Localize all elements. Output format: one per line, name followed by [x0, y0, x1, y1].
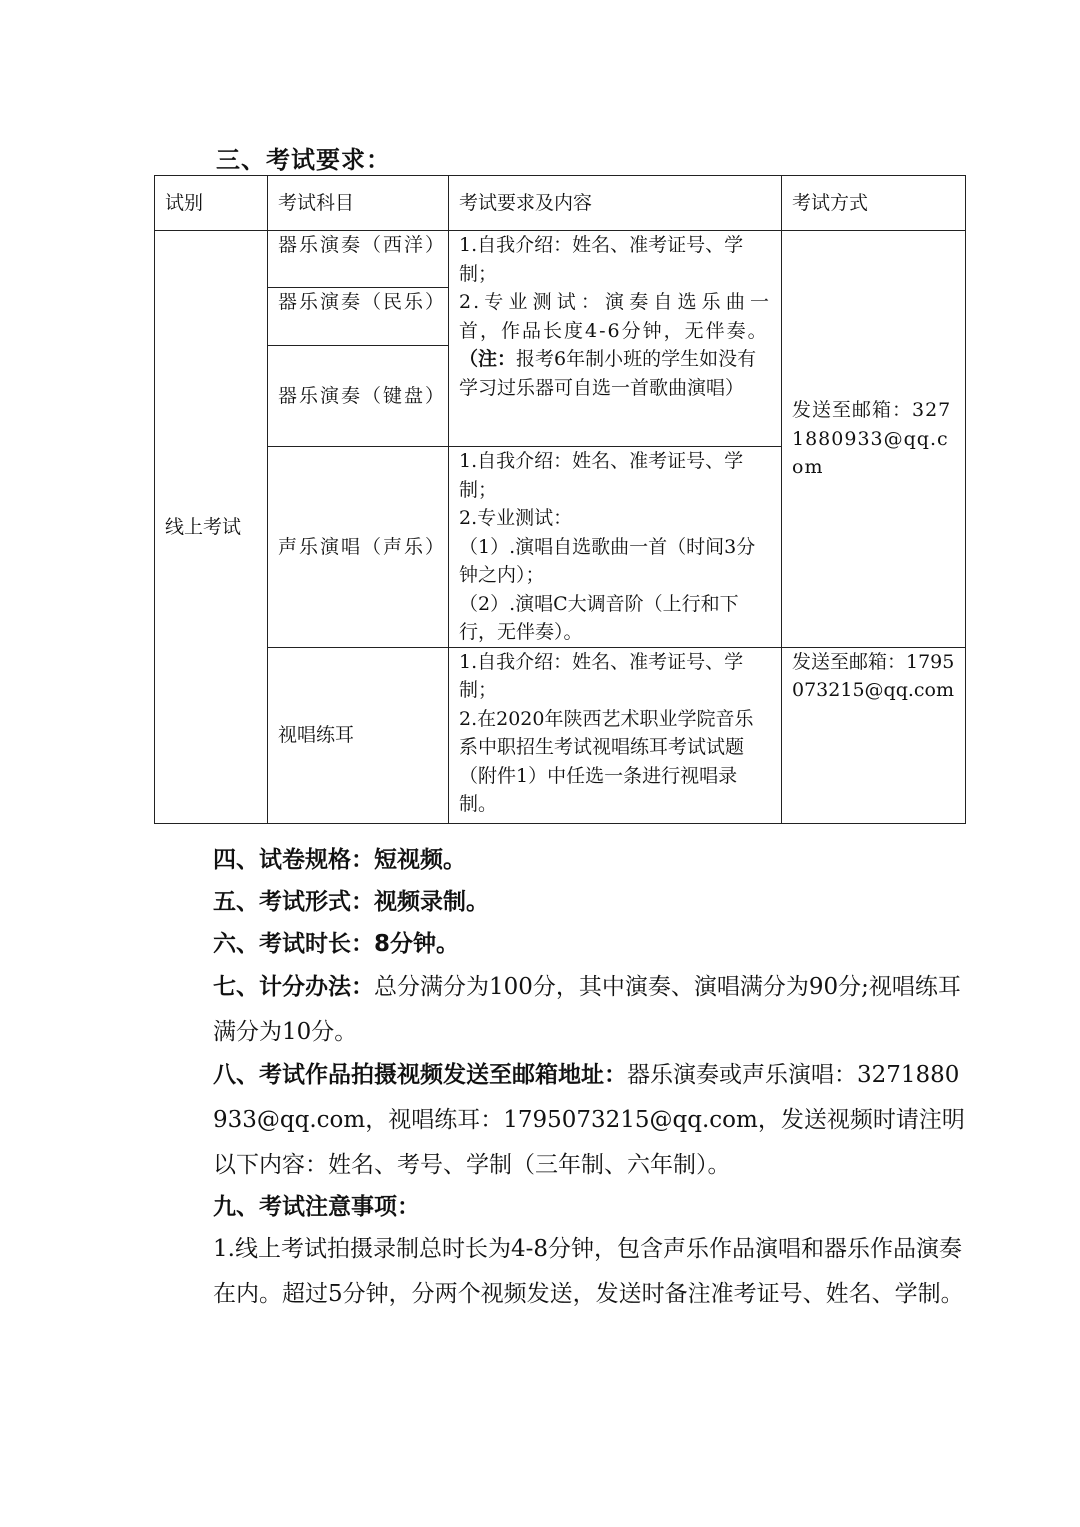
req-sight-line2: 2.在2020年陕西艺术职业学院音乐系中职招生考试视唱练耳考试试题（附件1）中任选一条进行视唱录制。	[459, 707, 754, 815]
method-music-cell: 发送至邮箱：3271880933@qq.com	[782, 231, 966, 648]
req-instrument-note: 报考6年制小班的学生如没有学习过乐器可自选一首歌曲演唱）	[459, 348, 757, 399]
req-instrument-line2: 2.专业测试：演奏自选乐曲一首，作品长度4-6分钟，无伴奏。	[459, 291, 771, 342]
exam-requirements-table	[154, 175, 966, 824]
exam-form-label: 五、考试形式：	[213, 889, 374, 915]
subject-keyboard: 器乐演奏（键盘）	[268, 346, 449, 447]
header-exam-type: 试别	[155, 176, 268, 231]
header-requirements: 考试要求及内容	[449, 176, 782, 231]
paper-format-value: 短视频。	[374, 847, 466, 873]
table-row	[155, 231, 966, 288]
subject-sight-singing: 视唱练耳	[268, 647, 449, 823]
section-email-address	[165, 1053, 965, 1188]
table-header-row	[155, 176, 966, 231]
section-paper-format	[165, 838, 965, 883]
req-instrument-note-label: （注：	[459, 348, 517, 370]
requirements-vocal-cell	[449, 447, 782, 648]
req-vocal-line2: 2.专业测试：	[459, 507, 573, 529]
section-scoring	[165, 965, 965, 1055]
section-exam-form	[165, 880, 965, 925]
table-row	[155, 647, 966, 823]
notes-heading: 九、考试注意事项：	[213, 1194, 420, 1220]
exam-duration-value: 8分钟。	[374, 931, 460, 957]
email-address-label: 八、考试作品拍摄视频发送至邮箱地址：	[213, 1062, 627, 1088]
subject-western: 器乐演奏（西洋）	[268, 231, 449, 288]
method-sight-cell: 发送至邮箱：1795073215@qq.com	[782, 647, 966, 823]
subject-folk: 器乐演奏（民乐）	[268, 288, 449, 346]
header-method: 考试方式	[782, 176, 966, 231]
requirements-sight-cell	[449, 647, 782, 823]
section-notes	[165, 1185, 965, 1230]
requirements-instrument-cell	[449, 231, 782, 447]
scoring-label: 七、计分办法：	[213, 974, 374, 1000]
header-subject: 考试科目	[268, 176, 449, 231]
scoring-value: 总分满分为100分，其中演奏、演唱满分为90分;视唱练耳满分为10分。	[213, 974, 961, 1045]
exam-form-value: 视频录制。	[374, 889, 489, 915]
subject-vocal: 声乐演唱（声乐）	[268, 447, 449, 648]
email-address-value: 器乐演奏或声乐演唱：3271880933@qq.com，视唱练耳：1795073215@qq.com，发送视频时请注明以下内容：姓名、考号、学制（三年制、六年制）。	[213, 1062, 965, 1178]
req-vocal-line4: （2）.演唱C大调音阶（上行和下行，无伴奏）。	[459, 592, 739, 643]
section-heading-exam-requirements: 三、考试要求：	[216, 146, 391, 174]
section-exam-duration	[165, 922, 965, 967]
note-item-1: 1.线上考试拍摄录制总时长为4-8分钟，包含声乐作品演唱和器乐作品演奏在内。超过5分钟，分两个视频发送，发送时备注准考证号、姓名、学制。	[213, 1236, 964, 1307]
paper-format-label: 四、试卷规格：	[213, 847, 374, 873]
req-vocal-line3: （1）.演唱自选歌曲一首（时间3分钟之内）；	[459, 535, 756, 586]
req-instrument-line1: 1.自我介绍：姓名、准考证号、学制；	[459, 234, 744, 285]
req-vocal-line1: 1.自我介绍：姓名、准考证号、学制；	[459, 450, 744, 501]
req-sight-line1: 1.自我介绍：姓名、准考证号、学制；	[459, 650, 744, 701]
exam-type-cell: 线上考试	[155, 231, 268, 824]
exam-duration-label: 六、考试时长：	[213, 931, 374, 957]
